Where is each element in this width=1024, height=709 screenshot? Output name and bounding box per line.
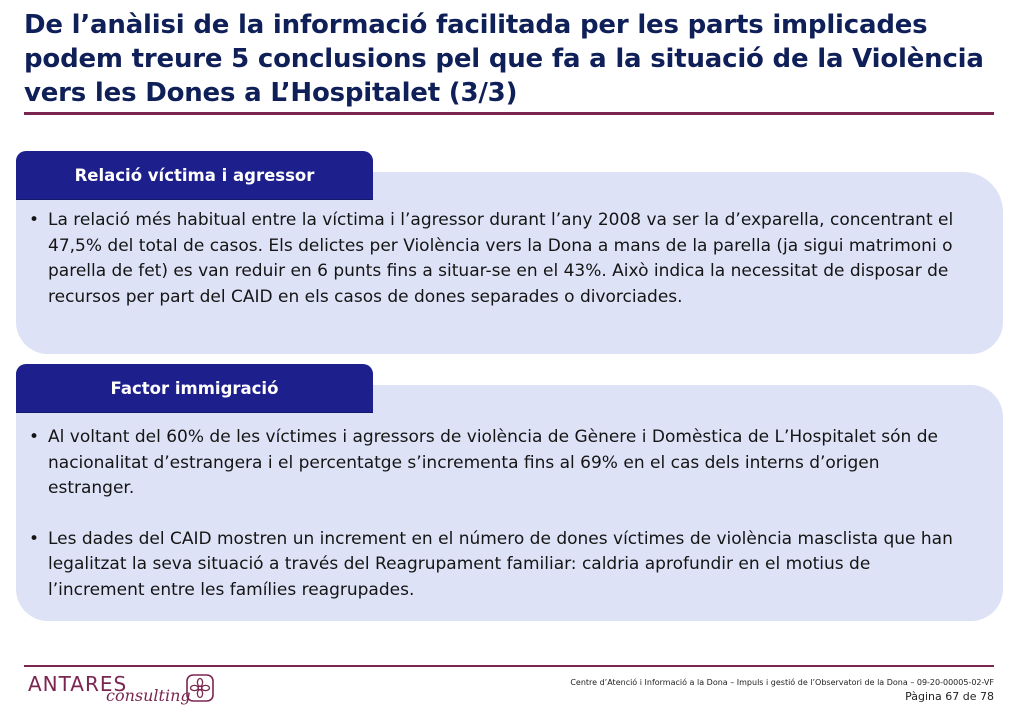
footer-divider [24, 665, 994, 667]
section-bullets-immigration [28, 425, 958, 603]
bullet-text: Al voltant del 60% de les víctimes i agressors de violència de Gènere i Domèstica de L’Hospitalet són de nacionalitat d’estrangera i el percentatge s’incrementa fins al 69% en el cas dels interns d’origen estranger. [48, 427, 938, 498]
bullet-item [28, 527, 958, 604]
section-heading-relation: Relació víctima i agressor [16, 151, 373, 199]
flower-emblem-icon [186, 674, 214, 702]
bullet-icon: • [29, 528, 40, 549]
bullet-text: La relació més habitual entre la víctima i l’agressor durant l’any 2008 va ser la d’exparella, concentrant el 47,5% del total de casos. Els delictes per Violència vers la Dona a mans de la parella (ja sigui matrimoni o parella de fet) es van reduir en 6 punts fins a situar-se en el 43%. Això indica la necessitat de disposar de recursos per part del CAID en els casos de dones separades o divorciades. [48, 210, 954, 307]
page-title: De l’anàlisi de la informació facilitada per les parts implicades podem treure 5 conclusions pel que fa a la situació de la Violència vers les Dones a L’Hospitalet (3/3) [24, 10, 984, 108]
page-number: Pàgina 67 de 78 [905, 690, 994, 703]
bullet-icon: • [29, 427, 40, 447]
section-heading-immigration: Factor immigració [16, 364, 373, 412]
logo-subtitle: consulting [106, 686, 191, 705]
title-divider [24, 112, 994, 115]
footer-note: Centre d’Atenció i Informació a la Dona – Impuls i gestió de l’Observatori de la Dona – 09-20-00005-02-VF [570, 678, 994, 687]
logo-name: ANTARES [28, 672, 128, 696]
section-bullets-relation [28, 208, 958, 310]
bullet-text: Les dades del CAID mostren un increment en el número de dones víctimes de violència masclista que han legalitzat la seva situació a través del Reagrupament familiar: caldria aprofundir en el motius de l’increment entre les famílies reagrupades. [48, 528, 953, 600]
bullet-icon: • [29, 210, 40, 230]
bullet-item [28, 208, 958, 310]
bullet-item [28, 425, 958, 502]
antares-logo [28, 672, 228, 708]
